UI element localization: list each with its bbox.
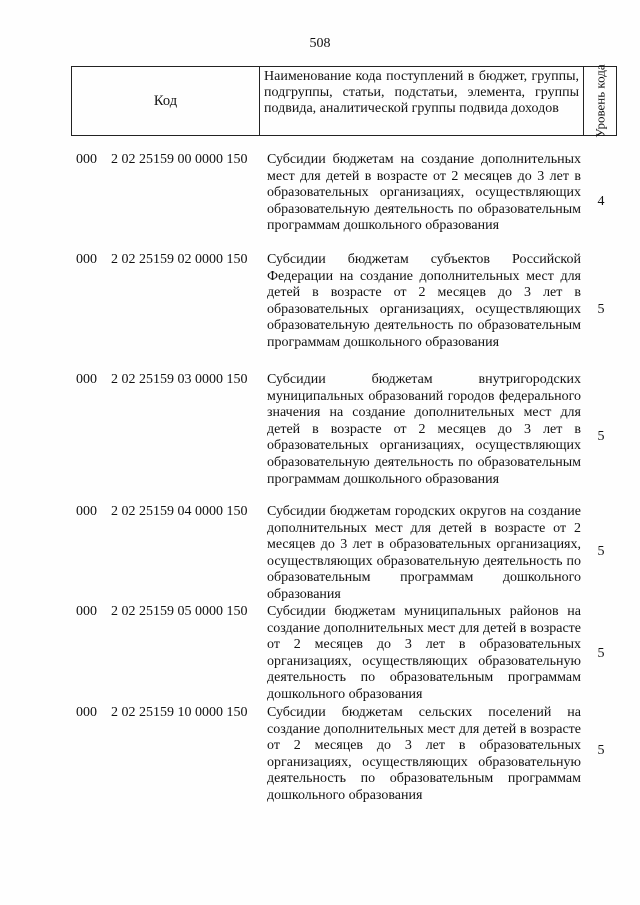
table-header (71, 66, 617, 136)
table-row (0, 705, 640, 805)
row-level: 5 (597, 302, 605, 317)
row-name: Субсидии бюджетам внутригородских муниципальных образований городов федерального значения на создание дополнительных мест для детей в возрасте от 2 месяцев до 3 лет в образовательных организациях, осуществляющих образовательную деятельность по образовательным программам дошкольного образования (267, 372, 581, 487)
row-admin-code: 000 (76, 372, 97, 387)
row-name: Субсидии бюджетам муниципальных районов на создание дополнительных мест для детей в возрасте от 2 месяцев до 3 лет в образовательных организациях, осуществляющих образовательную деятельность по образовательным программам дошкольного образования (267, 604, 581, 702)
table-row (0, 604, 640, 705)
row-admin-code: 000 (76, 604, 97, 619)
table-row (0, 152, 640, 252)
table-row (0, 372, 640, 504)
row-code: 2 02 25159 05 0000 150 (111, 604, 248, 619)
page-number: 508 (309, 36, 331, 51)
row-admin-code: 000 (76, 252, 97, 267)
header-code: Код (72, 67, 260, 135)
header-level (584, 64, 616, 138)
row-admin-code: 000 (76, 504, 97, 519)
table-body (0, 152, 640, 805)
row-name: Субсидии бюджетам на создание дополнительных мест для детей в возрасте от 2 месяцев до 3 лет в образовательных организациях, осуществляющих образовательную деятельность по образовательным программам дошкольного образования (267, 152, 581, 234)
row-level: 5 (597, 646, 605, 661)
row-name: Субсидии бюджетам городских округов на создание дополнительных мест для детей в возрасте от 2 месяцев до 3 лет в образовательных организациях, осуществляющих образовательную деятельность по образовательным программам дошкольного образования (267, 504, 581, 602)
row-level: 5 (597, 544, 605, 559)
row-code: 2 02 25159 04 0000 150 (111, 504, 248, 519)
table-row (0, 252, 640, 372)
row-level: 5 (597, 743, 605, 758)
row-admin-code: 000 (76, 705, 97, 720)
row-code: 2 02 25159 02 0000 150 (111, 252, 248, 267)
row-code: 2 02 25159 03 0000 150 (111, 372, 248, 387)
row-admin-code: 000 (76, 152, 97, 167)
row-code: 2 02 25159 10 0000 150 (111, 705, 248, 720)
header-level-label: Уровень кода (592, 64, 608, 138)
header-name: Наименование кода поступлений в бюджет, группы, подгруппы, статьи, подстатьи, элемента, группы подвида, аналитической группы подвида доходов (260, 67, 584, 135)
table-row (0, 504, 640, 604)
row-code: 2 02 25159 00 0000 150 (111, 152, 248, 167)
row-level: 4 (597, 194, 605, 209)
row-name: Субсидии бюджетам субъектов Российской Федерации на создание дополнительных мест для детей в возрасте от 2 месяцев до 3 лет в образовательных организациях, осуществляющих образовательную деятельность по образовательным программам дошкольного образования (267, 252, 581, 350)
row-level: 5 (597, 429, 605, 444)
row-name: Субсидии бюджетам сельских поселений на создание дополнительных мест для детей в возрасте от 2 месяцев до 3 лет в образовательных организациях, осуществляющих образовательную деятельность по образовательным программам дошкольного образования (267, 705, 581, 803)
